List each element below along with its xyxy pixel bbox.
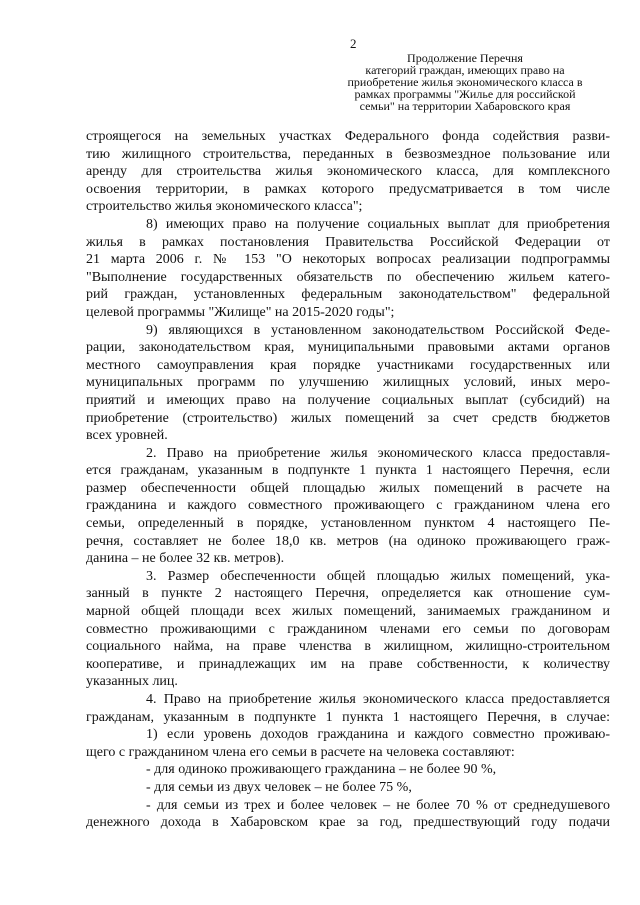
body-line: - для одиноко проживающего гражданина – не более 90 %, [146, 762, 497, 778]
body-line: речня, составляет не более 18,0 кв. метров (на одиноко проживающего граж- [86, 533, 610, 549]
body-line: строящегося на земельных участках Федерального фонда содействия разви- [86, 129, 610, 144]
body-line: социального найма, на праве членства в жилищном, жилищно-строительном [86, 639, 610, 655]
header-line: семьи" на территории Хабаровского края [359, 99, 571, 113]
body-line: строительство жилья экономического класса"; [86, 199, 363, 215]
body-line: 8) имеющих право на получение социальных выплат для приобретения [146, 216, 610, 232]
body-line: 21 марта 2006 г. № 153 "О некоторых вопросах реализации подпрограммы [86, 252, 610, 268]
body-line: гражданам, указанным в подпункте 1 пункта 1 настоящего Перечня, в случае: [86, 709, 610, 725]
body-line: - для семьи из трех и более человек – не более 70 % от среднедушевого [146, 797, 610, 813]
continuation-header [330, 52, 600, 112]
body-line: кооперативе, и принадлежащих им на праве собственности, к количеству [86, 656, 610, 672]
body-line: ется гражданам, указанным в подпункте 1 пункта 1 настоящего Перечня, если [86, 463, 610, 479]
body-line: 2. Право на приобретение жилья экономического класса предоставля- [146, 445, 610, 461]
body-line: размер обеспеченности общей площадью жилых помещений в расчете на [86, 480, 610, 496]
body-line: данина – не более 32 кв. метров). [86, 551, 285, 567]
body-line: всех уровней. [86, 428, 168, 444]
body-line: указанных лиц. [86, 674, 178, 690]
body-line: приобретение (строительство) жилых помещений за счет средств бюджетов [86, 410, 610, 426]
body-line: - для семьи из двух человек – не более 75 %, [146, 779, 412, 795]
body-line: местного самоуправления края порядке участниками государственных или [86, 357, 610, 373]
body-line: 9) являющихся в установленном законодательством Российской Феде- [146, 322, 610, 338]
body-line: "Выполнение государственных обязательств по обеспечению жильем катего- [86, 269, 610, 285]
body-line: жилья в рамках постановления Правительства Российской Федерации от [86, 234, 610, 250]
body-line: совместно проживающими с гражданином членами его семьи по договорам [86, 621, 610, 637]
body-line: муниципальных программ по улучшению жилищных условий, иных меро- [86, 375, 610, 391]
body-line: тию жилищного строительства, переданных в безвозмездное пользование или [86, 146, 610, 162]
body-line: аренду для строительства жилья экономического класса, для комплексного [86, 164, 610, 180]
header-line: приобретение жилья экономического класса в [347, 75, 583, 89]
page-number: 2 [350, 36, 357, 51]
header-line: Продолжение Перечня [407, 51, 523, 65]
body-line: 1) если уровень доходов гражданина и каждого совместно проживаю- [146, 727, 610, 743]
body-line: целевой программы "Жилище" на 2015-2020 годы"; [86, 304, 395, 320]
body-line: 4. Право на приобретение жилья экономического класса предоставляется [146, 692, 610, 707]
body-line: рий граждан, установленных федеральным законодательством" федеральной [86, 287, 610, 303]
body-line: денежного дохода в Хабаровском крае за год, предшествующий году подачи [86, 815, 610, 831]
body-line: рации, законодательством края, муниципальными правовыми актами органов [86, 340, 610, 356]
body-line: занный в пункте 2 настоящего Перечня, определяется как отношение сум- [86, 586, 610, 602]
header-line: категорий граждан, имеющих право на [365, 63, 565, 77]
body-line: марной общей площади всех жилых помещений, занимаемых гражданином и [86, 604, 610, 620]
header-line: рамках программы "Жилье для российской [354, 87, 576, 101]
body-line: гражданина и каждого совместного проживающего с гражданином члена его [86, 498, 610, 514]
body-line: приятий и имеющих право на получение социальных выплат (субсидий) на [86, 392, 610, 408]
body-line: освоения территории, в рамках которого предусматривается в том числе [86, 181, 610, 197]
body-line: щего с гражданином члена его семьи в расчете на человека составляют: [86, 744, 515, 760]
document-body [86, 128, 610, 832]
body-line: 3. Размер обеспеченности общей площадью жилых помещений, ука- [146, 568, 610, 584]
body-line: семьи, определенный в порядке, установленном пунктом 4 настоящего Пе- [86, 516, 610, 532]
